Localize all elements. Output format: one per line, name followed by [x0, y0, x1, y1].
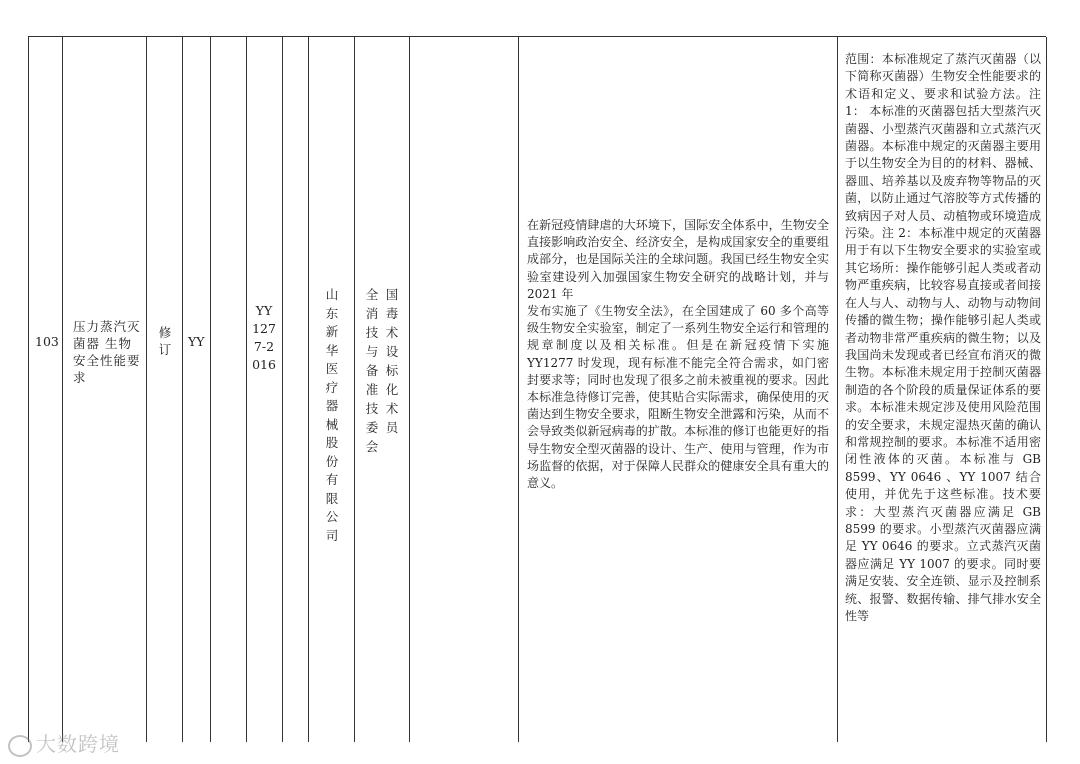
col-number: [29, 37, 63, 742]
watermark: [8, 728, 120, 757]
purpose-text: 在新冠疫情肆虐的大环境下，国际安全体系中，生物安全直接影响政治安全、经济安全，是构成国家安全的重要组成部分，也是国际关注的全球问题。我国已经生物安全实验室建设列入加强国家生物安全研究的战略计划，并与 2021 年 发布实施了《生物安全法》，在全国建成了 60 多个高等级生物安全实验室，制定了一系列生物安全运行和管理的规章制度以及相关标准。但是在新冠疫情下实施 YY1277 时发现，现有标准不能完全符合需求，如门密封要求等；同时也发现了很多之前未被重视的要求。因此本标准急待修订完善，使其贴合实际需求，确保使用的灭菌达到生物安全要求，阻断生物安全泄露和污染，从而不会导致类似新冠病毒的扩散。本标准的修订也能更好的指导生物安全型灭菌器的设计、生产、使用与管理，作为市场监督的依据，对于保障人民群众的健康安全具有重大的意义。: [527, 218, 829, 491]
row-number: 103: [35, 334, 59, 349]
standard-category: YY: [188, 334, 205, 349]
standard-name: 压力蒸汽灭菌器 生物安全性能要求: [73, 319, 141, 385]
col-category: [183, 37, 211, 742]
committee-col-b: 国毒术设标化术员: [385, 287, 399, 435]
watermark-logo-icon: [8, 735, 32, 757]
col-blank-2: [283, 37, 309, 742]
col-replaced: [247, 37, 283, 742]
col-name: [63, 37, 147, 742]
standards-table-row: [28, 36, 1046, 742]
drafting-unit: 山东新华医疗器械股份有限公司: [325, 287, 339, 543]
watermark-text: 大数跨境: [36, 732, 120, 756]
standard-type: 修订: [158, 325, 172, 357]
scope-text: 范围：本标准规定了蒸汽灭菌器（以下简称灭菌器）生物安全性能要求的术语和定义、要求和试验方法。注 1： 本标准的灭菌器包括大型蒸汽灭菌器、小型蒸汽灭菌器和立式蒸汽灭菌器。本标准中规定的灭菌器主要用于以生物安全为目的的材料、器械、器皿、培养基以及废弃物等物品的灭菌，以防止通过气溶胶等方式传播的致病因子对人员、动植物或环境造成污染。注 2：本标准中规定的灭菌器用于有以下生物安全要求的实验室或其它场所：操作能够引起人类或者动物严重疾病，比较容易直接或者间接在人与人、动物与人、动物与动物间传播的微生物；操作能够引起人类或者动物非常严重疾病的微生物；以及我国尚未发现或者已经宣布消灭的微生物。本标准未规定用于控制灭菌器制造的各个阶段的质量保证体系的要求。本标准未规定涉及使用风险范围的安全要求，未规定湿热灭菌的确认和常规控制的要求。本标准不适用密闭性液体的灭菌。本标准与 GB 8599、YY 0646 、YY 1007 结合使用，并优先于这些标准。技术要求：大型蒸汽灭菌器应满足 GB 8599 的要求。小型蒸汽灭菌器应满足 YY 0646 的要求。立式蒸汽灭菌器应满足 YY 1007 的要求。同时要满足安装、安全连锁、显示及控制系统、报警、数据传输、排气排水安全性等: [845, 52, 1045, 623]
committee-col-a: 全消技与备准技委会: [365, 287, 379, 454]
col-blank-1: [211, 37, 247, 742]
replaced-standard: YY 1277-2016: [252, 303, 276, 372]
col-type: [147, 37, 183, 742]
col-blank-3: [410, 37, 519, 742]
